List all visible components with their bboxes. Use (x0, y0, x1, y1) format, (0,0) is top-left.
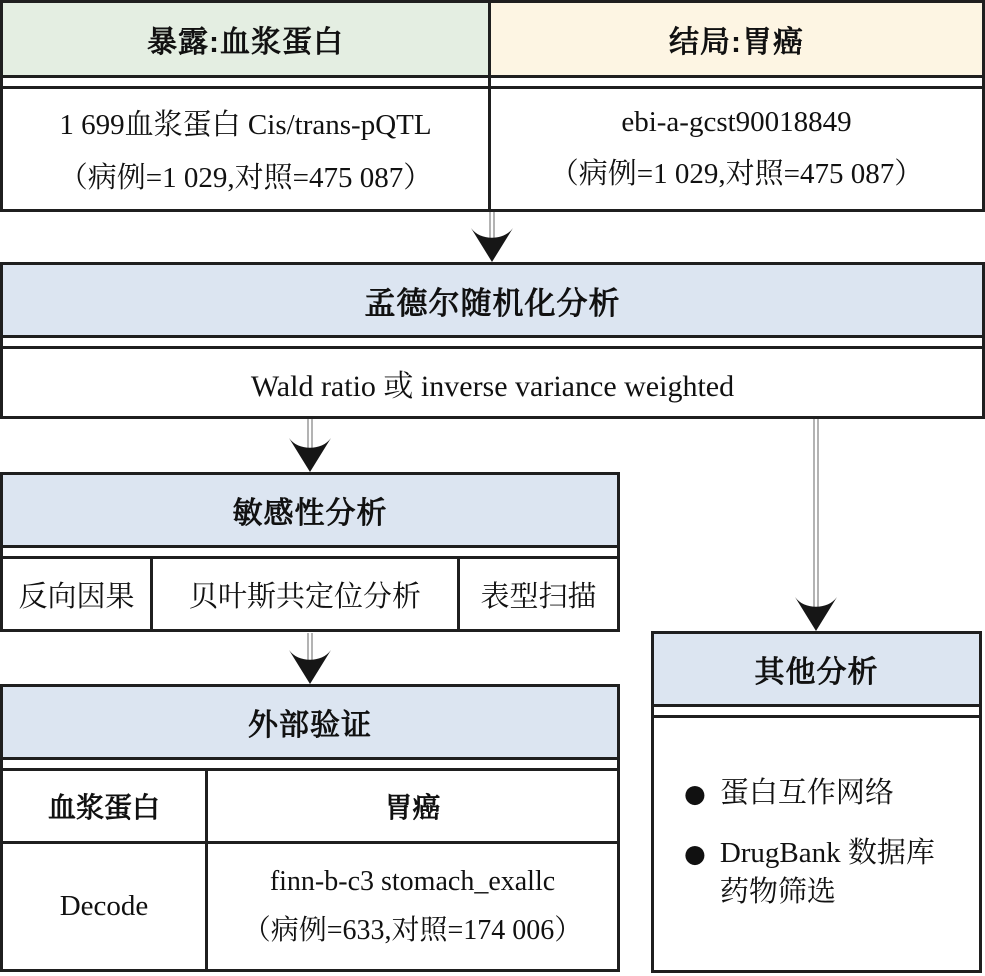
outcome-header: 结局:胃癌 (491, 3, 982, 75)
validation-col-plasma-protein: 血浆蛋白 (3, 771, 208, 841)
exposure-header: 暴露:血浆蛋白 (3, 3, 488, 75)
divider (3, 335, 982, 349)
outcome-column (491, 3, 982, 209)
mr-analysis-header: 孟德尔随机化分析 (3, 265, 982, 335)
validation-outcome-sample-size: （病例=633,对照=174 006） (242, 914, 583, 946)
exposure-dataset: 1 699血浆蛋白 Cis/trans-pQTL (59, 109, 432, 141)
down-arrow-icon (794, 419, 838, 631)
divider (654, 704, 979, 718)
validation-outcome-dataset: finn-b-c3 stomach_exallc (269, 865, 556, 897)
bullet-label-ppi-network: 蛋白互作网络 (719, 777, 894, 809)
mr-analysis-box (0, 262, 985, 419)
list-item (684, 774, 969, 814)
validation-outcome-cell (208, 844, 617, 969)
down-arrow-icon (470, 212, 514, 262)
outcome-sample-size: （病例=1 029,对照=475 087） (549, 158, 924, 190)
arrow-head-icon (288, 438, 332, 472)
validation-source-decode: Decode (3, 844, 208, 969)
sensitivity-cell-colocalization: 贝叶斯共定位分析 (153, 559, 460, 629)
other-analyses-header: 其他分析 (654, 634, 979, 704)
other-analyses-list (654, 718, 979, 970)
validation-header: 外部验证 (3, 687, 617, 757)
divider (3, 545, 617, 559)
exposure-sample-size: （病例=1 029,对照=475 087） (58, 162, 433, 194)
down-arrow-icon (288, 633, 332, 684)
arrow-head-icon (288, 650, 332, 684)
bullet-icon: ● (684, 839, 706, 868)
validation-box (0, 684, 620, 972)
arrow-shaft (813, 419, 819, 609)
arrow-head-icon (794, 597, 838, 631)
outcome-dataset: ebi-a-gcst90018849 (621, 106, 852, 138)
sensitivity-box (0, 472, 620, 632)
list-item (684, 834, 969, 912)
exposure-column (3, 3, 488, 209)
arrow-head-icon (470, 228, 514, 262)
divider (3, 75, 488, 89)
sensitivity-header: 敏感性分析 (3, 475, 617, 545)
mr-method-text: Wald ratio 或 inverse variance weighted (250, 369, 735, 403)
bullet-icon: ● (684, 779, 706, 808)
sensitivity-cell-phenoscan: 表型扫描 (480, 580, 597, 613)
exposure-outcome-box (0, 0, 985, 212)
sensitivity-cell-reverse-causality: 反向因果 (3, 559, 153, 629)
outcome-body (491, 89, 982, 209)
bullet-label-drugbank-screening: DrugBank 数据库药物筛选 (719, 837, 935, 908)
down-arrow-icon (288, 419, 332, 472)
divider (3, 757, 617, 771)
divider (491, 75, 982, 89)
validation-col-gastric-cancer: 胃癌 (384, 792, 441, 823)
exposure-body (3, 89, 488, 209)
other-analyses-box (651, 631, 982, 973)
